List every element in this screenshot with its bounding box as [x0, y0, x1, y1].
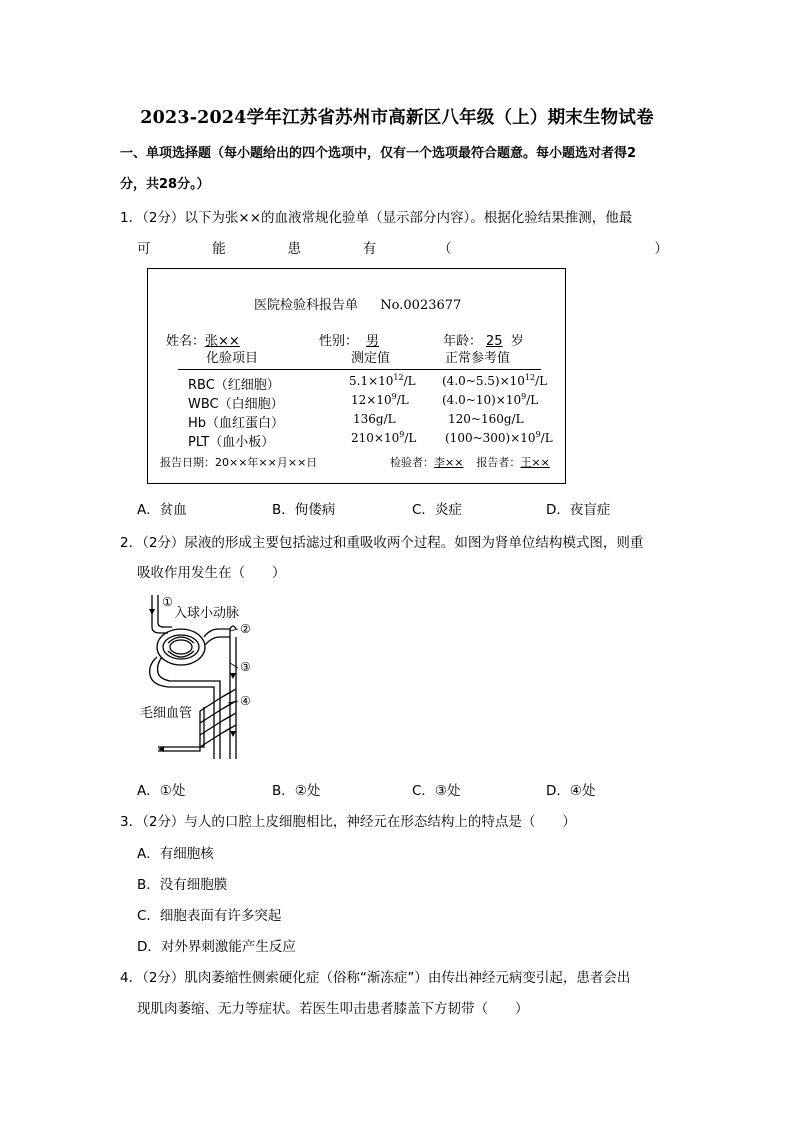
q2-options — [137, 779, 677, 799]
q2-stem-line2: 吸收作用发生在（ ） — [137, 565, 286, 581]
col-item: 化验项目 — [206, 351, 259, 366]
report-divider — [178, 369, 541, 370]
q3-option-c[interactable]: C．细胞表面有许多突起 — [137, 908, 282, 924]
label-afferent: 入球小动脉 — [174, 606, 240, 621]
label-2: ② — [240, 622, 251, 636]
row-value: $210\times 10^9/L$ — [351, 430, 417, 445]
report-header-title: 医院检验科报告单 — [254, 298, 359, 313]
q2-stem-line1: 2．（2分）尿液的形成主要包括滤过和重吸收两个过程。如图为肾单位结构模式图，则重 — [120, 535, 644, 551]
report-header — [254, 294, 461, 313]
q3-stem: 3．（2分）与人的口腔上皮细胞相比，神经元在形态结构上的特点是（ ） — [120, 814, 576, 830]
q1-bracket-open: （ — [438, 241, 452, 257]
label-capillary: 毛细血管 — [140, 706, 193, 721]
row-ref: $(100\sim 300)\times 10^9/L$ — [445, 430, 553, 445]
q1-option-b[interactable]: B．佝偻病 — [272, 502, 336, 518]
col-ref: 正常参考值 — [445, 351, 511, 366]
label-4: ④ — [240, 694, 251, 708]
row-value: $5.1\times 10^{12}/L$ — [349, 373, 416, 388]
gender-label: 性别： — [319, 334, 359, 349]
section-heading-line1: 一、单项选择题（每小题给出的四个选项中，仅有一个选项最符合题意。每小题选对者得2 — [120, 146, 637, 161]
section-heading-line2: 分，共28分。） — [120, 177, 210, 192]
exam-title: 2023-2024学年江苏省苏州市高新区八年级（上）期末生物试卷 — [140, 108, 654, 128]
row-item: WBC（白细胞） — [188, 397, 284, 412]
age-unit: 岁 — [510, 334, 524, 349]
q1-options — [137, 498, 677, 518]
q1-stem-line2 — [137, 237, 668, 257]
q4-stem-line2: 现肌肉萎缩、无力等症状。若医生叩击患者膝盖下方韧带（ ） — [137, 1001, 529, 1017]
age-value: 25 — [486, 334, 503, 349]
q1-word: 患 — [287, 241, 301, 257]
q1-option-a[interactable]: A．贫血 — [137, 502, 187, 518]
q2-option-c[interactable]: C．③处 — [412, 783, 461, 799]
row-ref: $(4.0\sim 10)\times 10^9/L$ — [442, 392, 539, 407]
row-ref: $(4.0\sim 5.5)\times 10^{12}/L$ — [442, 373, 548, 388]
q1-bracket-close: ） — [654, 241, 668, 257]
row-item: Hb（血红蛋白） — [188, 416, 285, 431]
nephron-diagram — [138, 591, 278, 771]
q2-option-d[interactable]: D．④处 — [546, 783, 596, 799]
name-label: 姓名： — [166, 334, 206, 349]
blood-test-report — [147, 268, 566, 484]
col-value: 测定值 — [351, 351, 391, 366]
q1-stem-line1: 1．（2分）以下为张××的血液常规化验单（显示部分内容）。根据化验结果推测，他最 — [120, 210, 633, 226]
report-inspector: 检验者：李×× 报告者：王×× — [390, 456, 550, 469]
q2-option-b[interactable]: B．②处 — [272, 783, 321, 799]
q1-option-d[interactable]: D．夜盲症 — [546, 502, 611, 518]
row-item: RBC（红细胞） — [188, 378, 280, 393]
q1-word: 可 — [137, 241, 151, 257]
q1-option-c[interactable]: C．炎症 — [412, 502, 462, 518]
report-number: No.0023677 — [380, 298, 462, 313]
row-value: 136g/L — [353, 412, 396, 426]
q2-option-a[interactable]: A．①处 — [137, 783, 186, 799]
q3-option-d[interactable]: D．对外界刺激能产生反应 — [137, 939, 296, 955]
section-heading — [120, 138, 680, 200]
row-value: $12\times 10^9/L$ — [351, 392, 409, 407]
row-ref: 120~160g/L — [448, 412, 524, 426]
q1-word: 能 — [212, 241, 226, 257]
age-label: 年龄： — [443, 334, 483, 349]
q1-word: 有 — [362, 241, 377, 257]
q4-stem-line1: 4．（2分）肌肉萎缩性侧索硬化症（俗称“渐冻症”）由传出神经元病变引起，患者会出 — [120, 970, 631, 986]
label-1: ① — [162, 595, 173, 609]
row-item: PLT（血小板） — [188, 435, 275, 450]
q3-option-b[interactable]: B．没有细胞膜 — [137, 877, 228, 893]
label-3: ③ — [240, 660, 251, 674]
report-date: 报告日期：20××年××月××日 — [160, 456, 318, 469]
name-value: 张×× — [205, 334, 240, 349]
q3-option-a[interactable]: A．有细胞核 — [137, 846, 214, 862]
gender-value: 男 — [366, 334, 380, 349]
